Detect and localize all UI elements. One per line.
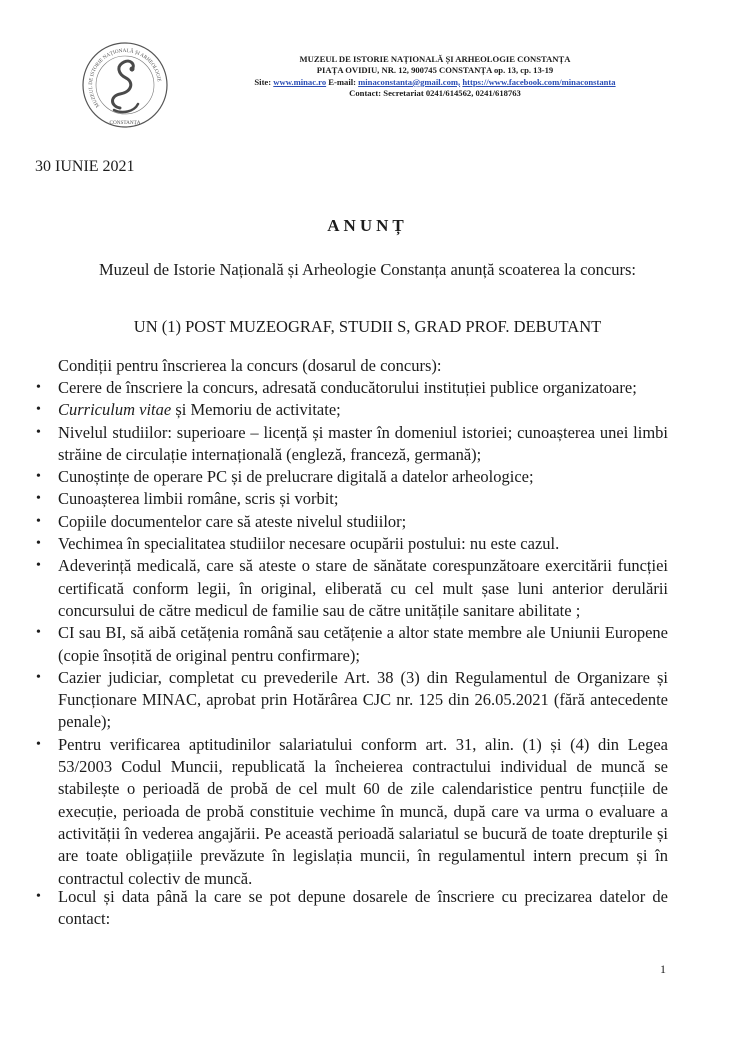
museum-name: MUZEUL DE ISTORIE NAȚIONALĂ ȘI ARHEOLOGIE CONSTANȚA: [299, 54, 571, 64]
intro-text: Muzeul de Istorie Națională și Arheologie Constanța anunță scoaterea la concurs:: [99, 260, 636, 279]
svg-text:MUZEUL DE ISTORIE NAȚIONALĂ ȘI: MUZEUL DE ISTORIE NAȚIONALĂ ȘI ARHEOLOGIE: [88, 47, 162, 109]
list-item: • CI sau BI, să aibă cetățenia română sau cetățenie a altor state membre ale Uniunii Europene (copie însoțită de original pentru confirmare);: [36, 622, 668, 667]
museum-logo: [80, 40, 170, 132]
requirements-list: [36, 377, 668, 890]
site-label: Site:: [254, 76, 272, 87]
list-item: • Cunoștințe de operare PC și de prelucrare digitală a datelor arheologice;: [36, 466, 668, 488]
email-link[interactable]: minaconstanta@gmail.com,: [358, 76, 461, 87]
list-item: • Locul și data până la care se pot depune dosarele de înscriere cu precizarea datelor de contact:: [36, 886, 668, 931]
list-item: • Pentru verificarea aptitudinilor salariatului conform art. 31, alin. (1) și (4) din Legea 53/2003 Codul Muncii, republicată la încheierea contractului individual de muncă se stabilește o perioadă de probă de cel mult 60 de zile calendaristice pentru funcțiile de execuție, perioada de probă constituie vechime în muncă, după care va urma o evaluare a activității în vederea angajării. Pe această perioadă salariatul se bucură de toate drepturile și are toate obligațiile prevăzute în legislația muncii, în regulamentul intern precum și în contractul colectiv de muncă.: [36, 734, 668, 890]
list-item: • Adeverință medicală, care să ateste o stare de sănătate corespunzătoare exercitării funcției certificată conform legii, în original, eliberată cu cel mult șase luni anterior derulării concursului de către medicul de familie sau de către unitățile sanitare abilitate ;: [36, 555, 668, 622]
cv-rest: și Memoriu de activitate;: [171, 400, 341, 420]
document-date: 30 IUNIE 2021: [35, 158, 135, 175]
phone-contact: Contact: Secretariat 0241/614562, 0241/618763: [349, 88, 521, 99]
cv-italic: Curriculum vitae: [58, 400, 172, 420]
list-item: • Cunoașterea limbii române, scris și vorbit;: [36, 488, 668, 510]
email-label: E-mail:: [328, 76, 356, 87]
facebook-link[interactable]: https://www.facebook.com/minaconstanta: [462, 76, 616, 87]
conditions-heading: Condiții pentru înscrierea la concurs (dosarul de concurs):: [58, 356, 442, 375]
site-link[interactable]: www.minac.ro: [273, 76, 327, 87]
document-title: ANUNȚ: [327, 216, 408, 235]
list-item: • Vechimea în specialitatea studiilor necesare ocupării postului: nu este cazul.: [36, 533, 668, 555]
list-item: [36, 399, 668, 421]
list-item: • Cazier judiciar, completat cu prevederile Art. 38 (3) din Regulamentul de Organizare și Funcționare MINAC, aprobat prin Hotărârea CJC nr. 125 din 26.05.2021 (fără antecedente penale);: [36, 667, 668, 734]
list-item: • Copiile documentelor care să ateste nivelul studiilor;: [36, 511, 668, 533]
museum-address: PIAȚA OVIDIU, NR. 12, 900745 CONSTANȚA op. 13, cp. 13-19: [316, 65, 554, 76]
letterhead: [200, 54, 670, 100]
deadline-list: [36, 886, 668, 931]
logo-bottom-text: CONSTANȚA: [109, 120, 141, 126]
list-item: • Cerere de înscriere la concurs, adresată conducătorului instituției publice organizatoare;: [36, 377, 668, 399]
list-item: • Nivelul studiilor: superioare – licență și master în domeniul istoriei; cunoașterea unei limbi străine de circulație internațională (engleză, franceză, germană);: [36, 422, 668, 467]
page-number: 1: [660, 962, 666, 976]
post-heading: UN (1) POST MUZEOGRAF, STUDII S, GRAD PROF. DEBUTANT: [133, 317, 602, 336]
web-contacts: [200, 77, 670, 88]
